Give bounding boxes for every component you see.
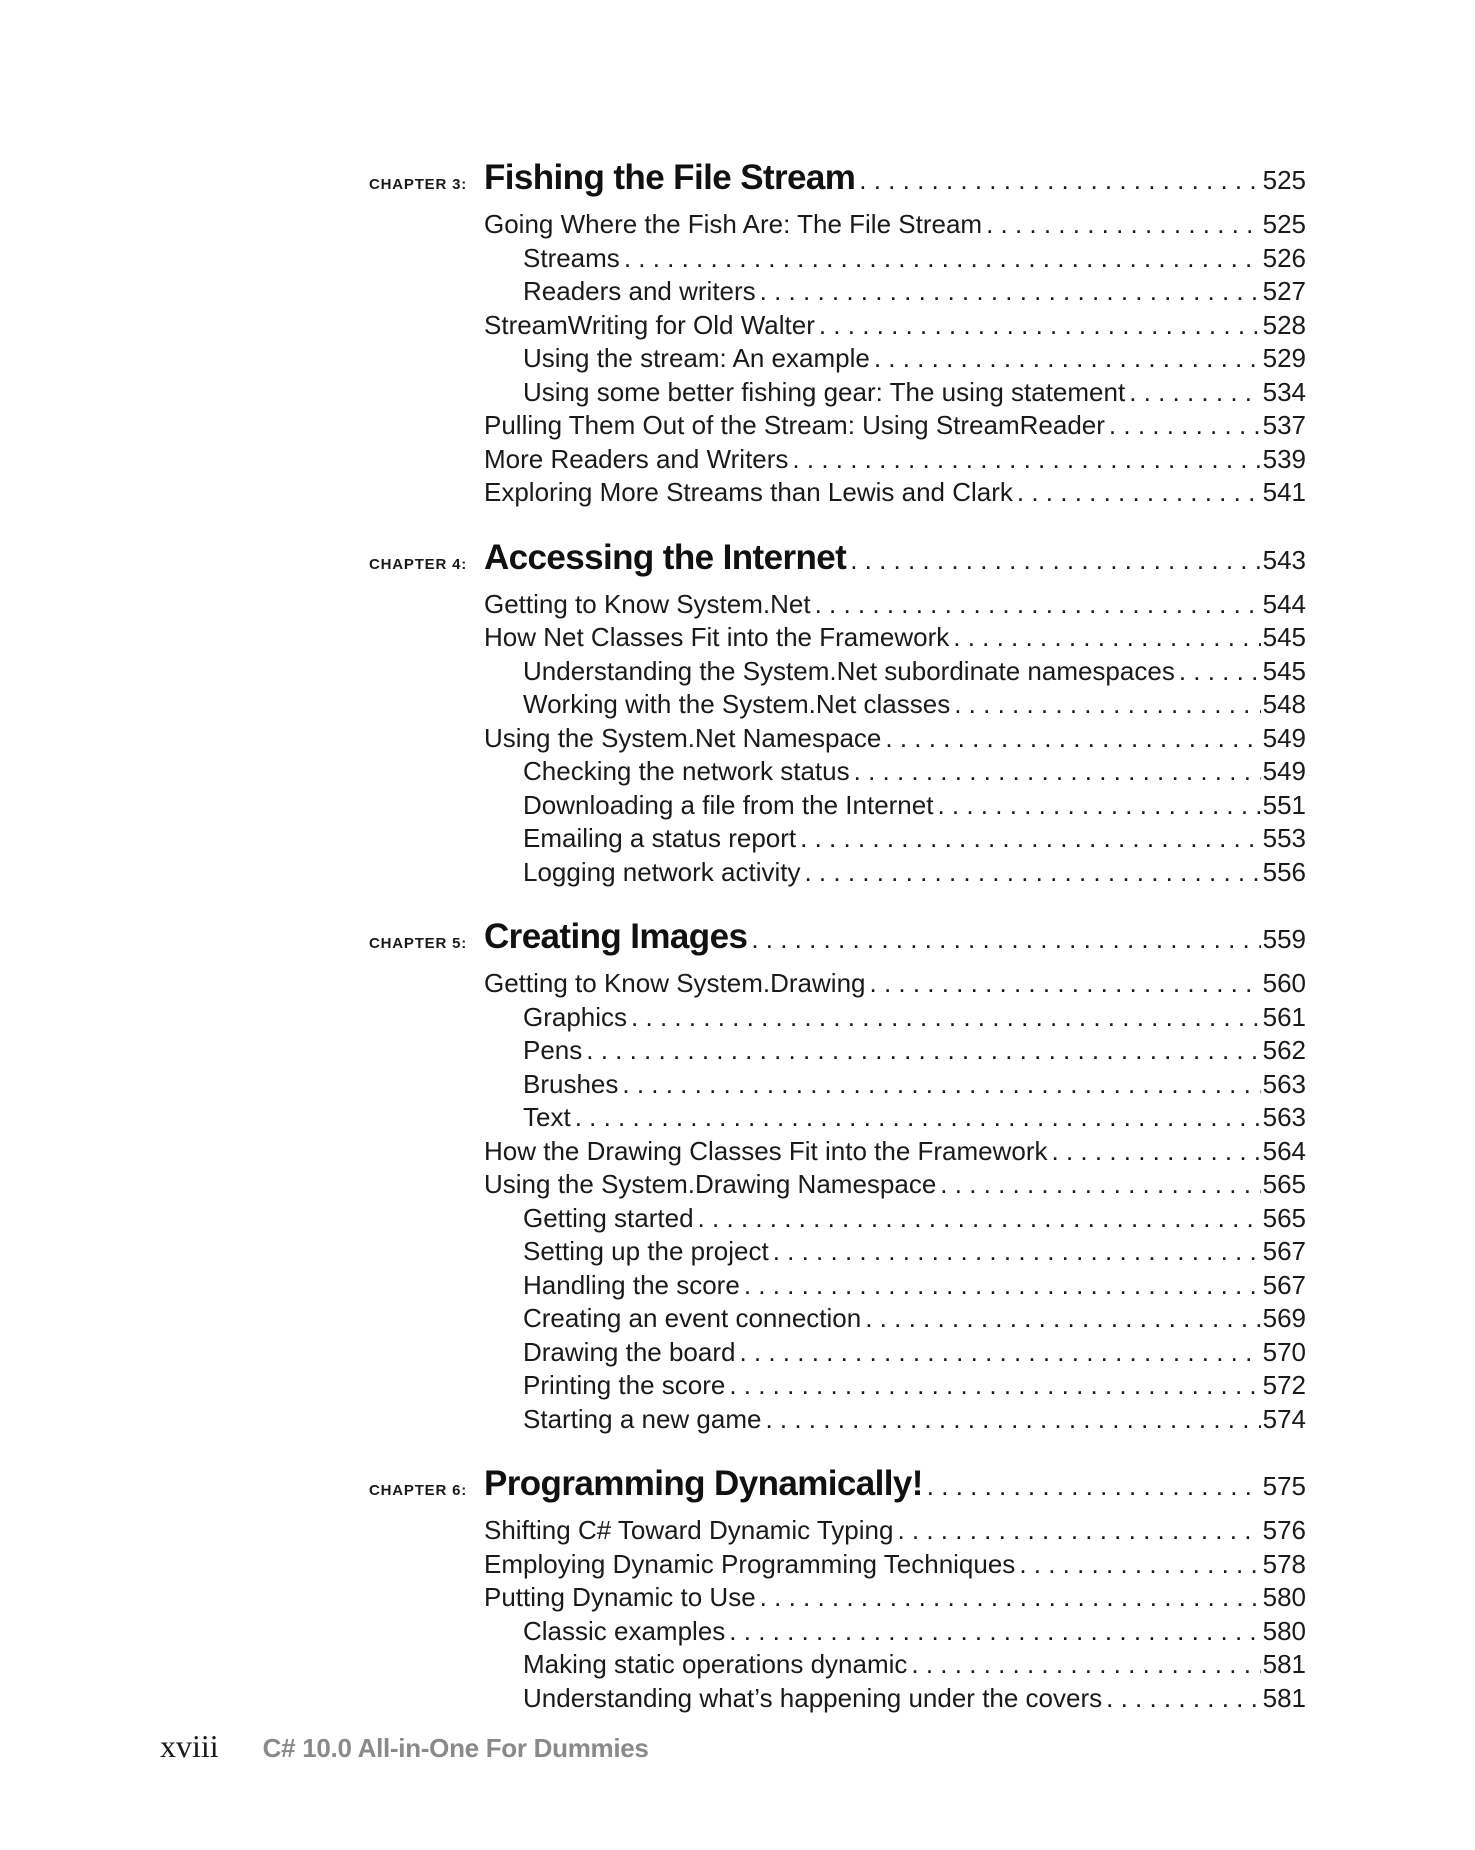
toc-entry-row — [523, 856, 1306, 890]
toc-entry-page-number: 569 — [1262, 1303, 1306, 1334]
toc-entry-title: Creating an event connection — [523, 1303, 862, 1334]
toc-subsection-entry[interactable] — [0, 1403, 1475, 1437]
toc-entry-title: Getting to Know System.Drawing — [484, 968, 866, 999]
toc-entry-title: Classic examples — [523, 1615, 726, 1646]
toc-subsection-entry[interactable] — [0, 1269, 1475, 1303]
toc-entry-page-number: 576 — [1262, 1515, 1306, 1546]
dot-leader — [627, 1002, 1261, 1033]
toc-entry-title: Text — [523, 1102, 571, 1133]
dot-leader — [694, 1203, 1261, 1234]
toc-entry-row — [523, 1034, 1306, 1068]
toc-subsection-entry[interactable] — [0, 1101, 1475, 1135]
toc-entry-title: Readers and writers — [523, 276, 756, 307]
toc-entry-row — [484, 588, 1306, 622]
dot-leader — [618, 1069, 1260, 1100]
toc-entry-page-number: 580 — [1262, 1582, 1306, 1613]
toc-entry-page-number: 545 — [1262, 655, 1306, 686]
dot-leader — [761, 1404, 1260, 1435]
toc-subsection-entry[interactable] — [0, 1001, 1475, 1035]
dot-leader — [933, 790, 1260, 821]
toc-entry-row — [523, 275, 1306, 309]
toc-entry-title: Starting a new game — [523, 1403, 762, 1434]
toc-entry-page-number: 570 — [1262, 1336, 1306, 1367]
toc-entry-row — [484, 1168, 1306, 1202]
toc-entry-row — [523, 1235, 1306, 1269]
toc-entry-page-number: 527 — [1262, 276, 1306, 307]
toc-entry-title: How Net Classes Fit into the Framework — [484, 622, 950, 653]
toc-entry-title: Drawing the board — [523, 1336, 736, 1367]
toc-subsection-entry[interactable] — [0, 822, 1475, 856]
chapter-title-row[interactable] — [484, 538, 1306, 588]
toc-entry-row — [523, 1068, 1306, 1102]
toc-entry-row — [484, 309, 1306, 343]
toc-entry-title: Logging network activity — [523, 856, 801, 887]
chapter-number-label: CHAPTER 3: — [369, 176, 468, 193]
toc-entry-title: Streams — [523, 242, 620, 273]
toc-subsection-entry[interactable] — [0, 1034, 1475, 1068]
chapter-heading — [0, 1464, 1475, 1514]
toc-entry-row — [523, 1682, 1306, 1716]
toc-entry-title: Downloading a file from the Internet — [523, 789, 934, 820]
toc-entry-row — [523, 688, 1306, 722]
toc-subsection-entry[interactable] — [0, 376, 1475, 410]
toc-entry-row — [523, 1403, 1306, 1437]
dot-leader — [870, 343, 1261, 374]
toc-entry-page-number: 565 — [1262, 1169, 1306, 1200]
toc-entry-title: More Readers and Writers — [484, 443, 789, 474]
toc-entry-page-number: 528 — [1262, 309, 1306, 340]
toc-entry-page-number: 548 — [1262, 689, 1306, 720]
toc-subsection-entry[interactable] — [0, 1615, 1475, 1649]
toc-entry-row — [484, 208, 1306, 242]
toc-entry-title: Graphics — [523, 1001, 628, 1032]
dot-leader — [1175, 656, 1261, 687]
toc-entry-page-number: 563 — [1262, 1102, 1306, 1133]
toc-entry-page-number: 580 — [1262, 1615, 1306, 1646]
toc-subsection-entry[interactable] — [0, 1336, 1475, 1370]
toc-entry-row — [484, 621, 1306, 655]
toc-entry-row — [523, 822, 1306, 856]
dot-leader — [1015, 1549, 1260, 1580]
chapter-title: Programming Dynamically! — [484, 1464, 923, 1503]
chapter-section — [0, 917, 1475, 1436]
chapter-title: Creating Images — [484, 917, 748, 956]
chapter-page-number: 575 — [1262, 1471, 1306, 1501]
toc-subsection-entry[interactable] — [0, 856, 1475, 890]
toc-entry-row — [484, 967, 1306, 1001]
toc-entry-title: Using some better fishing gear: The using statement — [523, 376, 1126, 407]
dot-leader — [855, 165, 1260, 196]
dot-leader — [881, 723, 1260, 754]
dot-leader — [571, 1102, 1261, 1133]
toc-entry-page-number: 529 — [1262, 343, 1306, 374]
dot-leader — [800, 857, 1260, 888]
chapter-heading — [0, 538, 1475, 588]
toc-entry-page-number: 545 — [1262, 622, 1306, 653]
toc-section-entry[interactable] — [0, 309, 1475, 343]
toc-entry-row — [523, 1101, 1306, 1135]
toc-entry-row — [484, 722, 1306, 756]
toc-entry-row — [484, 443, 1306, 477]
toc-entry-page-number: 525 — [1262, 209, 1306, 240]
toc-entry-title: Shifting C# Toward Dynamic Typing — [484, 1515, 894, 1546]
toc-entry-page-number: 578 — [1262, 1548, 1306, 1579]
dot-leader — [850, 756, 1261, 787]
toc-subsection-entry[interactable] — [0, 1302, 1475, 1336]
chapter-number-label: CHAPTER 6: — [369, 1482, 468, 1499]
table-of-contents — [0, 158, 1475, 1743]
dot-leader — [936, 1169, 1260, 1200]
toc-entry-title: Exploring More Streams than Lewis and Clark — [484, 477, 1013, 508]
toc-entry-page-number: 572 — [1262, 1370, 1306, 1401]
page-folio: xviii — [160, 1728, 219, 1764]
dot-leader — [1105, 410, 1261, 441]
toc-entry-row — [523, 789, 1306, 823]
toc-entry-title: Setting up the project — [523, 1236, 769, 1267]
dot-leader — [866, 968, 1261, 999]
toc-subsection-entry[interactable] — [0, 755, 1475, 789]
toc-entry-page-number: 563 — [1262, 1068, 1306, 1099]
toc-section-entry[interactable] — [0, 722, 1475, 756]
toc-entry-title: Getting started — [523, 1202, 694, 1233]
dot-leader — [815, 310, 1261, 341]
toc-entry-title: Using the System.Net Namespace — [484, 722, 882, 753]
toc-section-entry[interactable] — [0, 476, 1475, 510]
chapter-page-number: 559 — [1262, 924, 1306, 954]
toc-subsection-entry[interactable] — [0, 1068, 1475, 1102]
toc-subsection-entry[interactable] — [0, 1202, 1475, 1236]
dot-leader — [788, 444, 1260, 475]
toc-entry-row — [523, 242, 1306, 276]
chapter-page-number: 525 — [1262, 165, 1306, 195]
toc-entry-row — [523, 1269, 1306, 1303]
toc-entry-row — [523, 1648, 1306, 1682]
toc-section-entry[interactable] — [0, 1135, 1475, 1169]
toc-section-entry[interactable] — [0, 621, 1475, 655]
toc-section-entry[interactable] — [0, 409, 1475, 443]
toc-entry-title: Putting Dynamic to Use — [484, 1582, 756, 1613]
dot-leader — [740, 1270, 1261, 1301]
toc-entry-title: How the Drawing Classes Fit into the Framework — [484, 1135, 1048, 1166]
toc-entry-page-number: 549 — [1262, 722, 1306, 753]
dot-leader — [846, 545, 1260, 576]
chapter-number-label: CHAPTER 4: — [369, 555, 468, 573]
dot-leader — [907, 1649, 1260, 1680]
toc-subsection-entry[interactable] — [0, 688, 1475, 722]
toc-entry-row — [484, 1514, 1306, 1548]
toc-entry-title: Printing the score — [523, 1370, 726, 1401]
page-footer — [160, 1728, 649, 1765]
toc-entry-title: Checking the network status — [523, 756, 850, 787]
toc-entry-title: Making static operations dynamic — [523, 1649, 908, 1680]
toc-entry-page-number: 539 — [1262, 443, 1306, 474]
dot-leader — [1125, 377, 1260, 408]
toc-entry-page-number: 526 — [1262, 242, 1306, 273]
dot-leader — [747, 924, 1260, 955]
toc-entry-row — [523, 1369, 1306, 1403]
toc-entry-row — [484, 409, 1306, 443]
toc-subsection-entry[interactable] — [0, 1682, 1475, 1716]
toc-section-entry[interactable] — [0, 1514, 1475, 1548]
toc-entry-title: Brushes — [523, 1068, 619, 1099]
chapter-heading — [0, 158, 1475, 208]
toc-entry-row — [523, 376, 1306, 410]
dot-leader — [756, 1582, 1261, 1613]
chapter-title: Fishing the File Stream — [484, 158, 856, 197]
toc-entry-row — [523, 755, 1306, 789]
running-book-title: C# 10.0 All-in-One For Dummies — [262, 1733, 649, 1763]
toc-entry-row — [523, 1615, 1306, 1649]
toc-entry-page-number: 541 — [1262, 477, 1306, 508]
toc-entry-page-number: 560 — [1262, 968, 1306, 999]
dot-leader — [893, 1515, 1260, 1546]
toc-entry-row — [484, 476, 1306, 510]
toc-entry-row — [523, 1202, 1306, 1236]
toc-entry-page-number: 549 — [1262, 756, 1306, 787]
toc-entry-row — [523, 655, 1306, 689]
toc-entry-title: Using the stream: An example — [523, 343, 870, 374]
toc-section-entry[interactable] — [0, 967, 1475, 1001]
dot-leader — [923, 1471, 1261, 1502]
dot-leader — [735, 1337, 1260, 1368]
toc-entry-page-number: 534 — [1262, 376, 1306, 407]
toc-entry-title: Handling the score — [523, 1269, 740, 1300]
dot-leader — [756, 276, 1261, 307]
toc-section-entry[interactable] — [0, 1168, 1475, 1202]
toc-subsection-entry[interactable] — [0, 342, 1475, 376]
toc-section-entry[interactable] — [0, 443, 1475, 477]
toc-entry-page-number: 553 — [1262, 823, 1306, 854]
dot-leader — [725, 1616, 1260, 1647]
toc-entry-title: Using the System.Drawing Namespace — [484, 1169, 937, 1200]
toc-entry-page-number: 581 — [1262, 1649, 1306, 1680]
dot-leader — [861, 1303, 1260, 1334]
toc-entry-title: Pulling Them Out of the Stream: Using StreamReader — [484, 410, 1105, 441]
dot-leader — [769, 1236, 1261, 1267]
dot-leader — [796, 823, 1260, 854]
toc-entry-page-number: 537 — [1262, 410, 1306, 441]
dot-leader — [1102, 1683, 1260, 1714]
toc-entry-row — [523, 342, 1306, 376]
toc-entry-title: Employing Dynamic Programming Techniques — [484, 1548, 1016, 1579]
dot-leader — [811, 589, 1261, 620]
toc-entry-page-number: 544 — [1262, 588, 1306, 619]
dot-leader — [949, 622, 1260, 653]
dot-leader — [950, 689, 1260, 720]
toc-subsection-entry[interactable] — [0, 1648, 1475, 1682]
toc-section-entry[interactable] — [0, 208, 1475, 242]
chapter-title-row[interactable] — [484, 158, 1306, 208]
toc-entry-title: Going Where the Fish Are: The File Stream — [484, 209, 983, 240]
toc-entry-row — [484, 1581, 1306, 1615]
toc-entry-page-number: 565 — [1262, 1202, 1306, 1233]
chapter-title-row[interactable] — [484, 1464, 1306, 1514]
dot-leader — [1013, 477, 1261, 508]
toc-entry-page-number: 556 — [1262, 856, 1306, 887]
toc-section-entry[interactable] — [0, 588, 1475, 622]
chapter-title-row[interactable] — [484, 917, 1306, 967]
toc-subsection-entry[interactable] — [0, 1235, 1475, 1269]
dot-leader — [620, 243, 1261, 274]
toc-section-entry[interactable] — [0, 1548, 1475, 1582]
chapter-title: Accessing the Internet — [484, 537, 847, 577]
toc-entry-row — [523, 1336, 1306, 1370]
chapter-section — [0, 158, 1475, 510]
toc-subsection-entry[interactable] — [0, 655, 1475, 689]
chapter-section — [0, 1464, 1475, 1715]
toc-entry-row — [523, 1001, 1306, 1035]
toc-entry-page-number: 581 — [1262, 1682, 1306, 1713]
toc-subsection-entry[interactable] — [0, 1369, 1475, 1403]
chapter-number-label: CHAPTER 5: — [369, 935, 468, 952]
toc-entry-page-number: 562 — [1262, 1035, 1306, 1066]
dot-leader — [982, 209, 1261, 240]
toc-subsection-entry[interactable] — [0, 242, 1475, 276]
dot-leader — [1048, 1136, 1261, 1167]
toc-entry-title: Pens — [523, 1035, 583, 1066]
toc-entry-page-number: 567 — [1262, 1269, 1306, 1300]
toc-entry-title: Getting to Know System.Net — [484, 588, 811, 619]
toc-entry-title: Understanding the System.Net subordinate namespaces — [523, 655, 1175, 686]
chapter-page-number: 543 — [1262, 544, 1306, 575]
dot-leader — [582, 1035, 1260, 1066]
toc-entry-row — [484, 1135, 1306, 1169]
chapter-section — [0, 538, 1475, 890]
chapter-heading — [0, 917, 1475, 967]
toc-entry-page-number: 561 — [1262, 1001, 1306, 1032]
toc-subsection-entry[interactable] — [0, 275, 1475, 309]
toc-entry-title: Understanding what’s happening under the covers — [523, 1682, 1103, 1713]
toc-entry-title: StreamWriting for Old Walter — [484, 309, 815, 340]
toc-entry-row — [484, 1548, 1306, 1582]
toc-entry-page-number: 574 — [1262, 1403, 1306, 1434]
toc-subsection-entry[interactable] — [0, 789, 1475, 823]
toc-entry-row — [523, 1302, 1306, 1336]
toc-entry-page-number: 564 — [1262, 1135, 1306, 1166]
toc-section-entry[interactable] — [0, 1581, 1475, 1615]
toc-entry-page-number: 551 — [1262, 789, 1306, 820]
toc-entry-page-number: 567 — [1262, 1236, 1306, 1267]
toc-entry-title: Emailing a status report — [523, 823, 797, 854]
dot-leader — [725, 1370, 1260, 1401]
toc-entry-title: Working with the System.Net classes — [523, 689, 951, 720]
